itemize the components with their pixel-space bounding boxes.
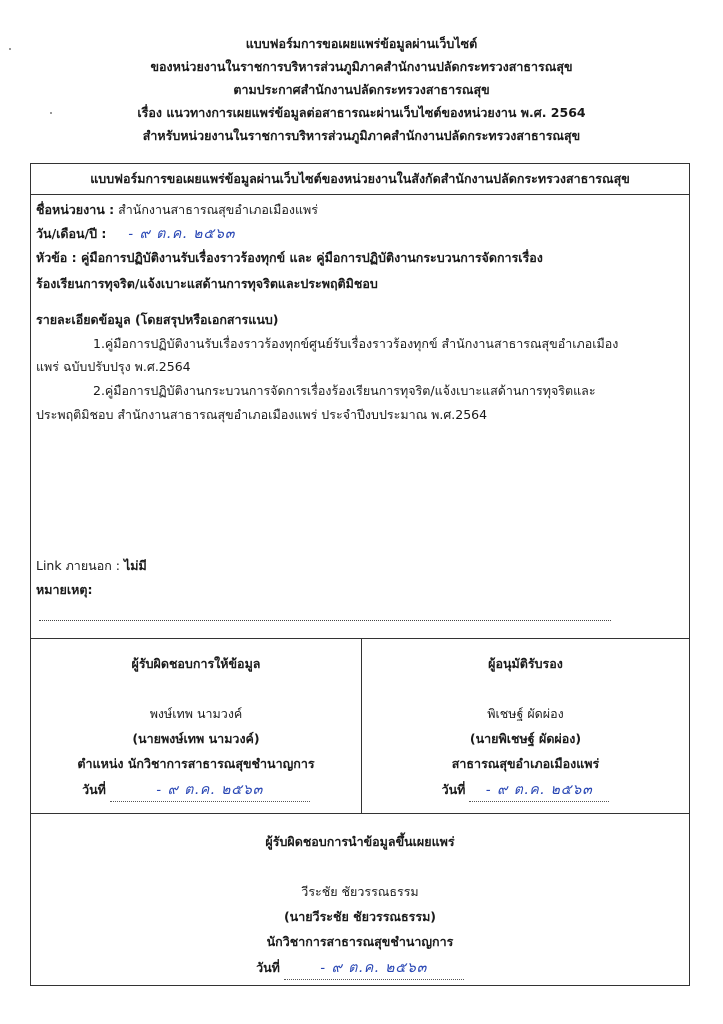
bottom-sig-position: นักวิชาการสาธารณสุขชำนาญการ bbox=[266, 934, 454, 949]
detail-item-2-line-2: ประพฤติมิชอบ สำนักงานสาธารณสุขอำเภอเมืองแพร่ ประจำปีงบประมาณ พ.ศ.2564 bbox=[36, 407, 488, 422]
bottom-sig-date-row bbox=[31, 957, 689, 980]
right-sig-name: (นายพิเชษฐ์ ผัดผ่อง) bbox=[469, 731, 582, 746]
header-line-3: ตามประกาศสำนักงานปลัดกระทรวงสาธารณสุข bbox=[233, 82, 490, 97]
bottom-signature: วีระชัย ชัยวรรณธรรม bbox=[301, 884, 419, 899]
topic-line-2: ร้องเรียนการทุจริต/แจ้งเบาะแสด้านการทุจริตและประพฤติมิชอบ bbox=[36, 276, 378, 291]
link-label: Link ภายนอก : bbox=[36, 558, 120, 573]
left-signature: พงษ์เทพ นามวงค์ bbox=[149, 706, 243, 721]
right-signature: พิเชษฐ์ ผัดผ่อง bbox=[487, 706, 564, 721]
left-sig-date-label: วันที่ bbox=[82, 782, 106, 797]
header-line-4: เรื่อง แนวทางการเผยแพร่ข้อมูลต่อสาธารณะผ่านเว็บไซต์ของหน่วยงาน พ.ศ. 2564 bbox=[137, 105, 586, 120]
bottom-sig-date-label: วันที่ bbox=[256, 960, 280, 975]
detail-label: รายละเอียดข้อมูล (โดยสรุปหรือเอกสารแนบ) bbox=[36, 312, 279, 327]
unit-label: ชื่อหน่วยงาน : bbox=[36, 202, 115, 217]
link-row bbox=[36, 558, 147, 574]
left-sig-title: ผู้รับผิดชอบการให้ข้อมูล bbox=[131, 656, 261, 671]
link-value: ไม่มี bbox=[123, 558, 147, 573]
note-label: หมายเหตุ: bbox=[36, 582, 93, 597]
right-sig-date-label: วันที่ bbox=[441, 782, 466, 797]
left-sig-name: (นายพงษ์เทพ นามวงค์) bbox=[132, 731, 260, 746]
left-sig-date-row bbox=[31, 779, 361, 802]
unit-value: สำนักงานสาธารณสุขอำเภอเมืองแพร่ bbox=[118, 202, 319, 217]
right-sig-date-line bbox=[469, 779, 609, 802]
header-line-2: ของหน่วยงานในราชการบริหารส่วนภูมิภาคสำนักงานปลัดกระทรวงสาธารณสุข bbox=[150, 59, 573, 74]
bottom-sig-title: ผู้รับผิดชอบการนำข้อมูลขึ้นเผยแพร่ bbox=[265, 834, 455, 849]
bottom-sig-date-value: - ๙ ต.ค. ๒๕๖๓ bbox=[320, 960, 428, 976]
form-title: แบบฟอร์มการขอเผยแพร่ข้อมูลผ่านเว็บไซต์ของหน่วยงานในสังกัดสำนักงานปลัดกระทรวงสาธารณสุข bbox=[90, 171, 630, 186]
left-sig-date-line bbox=[110, 779, 310, 802]
right-sig-position: สาธารณสุขอำเภอเมืองแพร่ bbox=[451, 756, 600, 771]
date-value-handwritten: - ๙ ต.ค. ๒๕๖๓ bbox=[128, 226, 236, 242]
header-line-1: แบบฟอร์มการขอเผยแพร่ข้อมูลผ่านเว็บไซต์ bbox=[245, 36, 478, 51]
form-frame bbox=[30, 163, 690, 986]
detail-item-2-line-1: 2.คู่มือการปฏิบัติงานกระบวนการจัดการเรื่องร้องเรียนการทุจริต/แจ้งเบาะแสด้านการทุจริตและ bbox=[93, 383, 596, 398]
date-row bbox=[36, 226, 235, 242]
right-signature-block bbox=[362, 654, 689, 802]
bottom-signature-block bbox=[31, 832, 689, 980]
header-line-5: สำหรับหน่วยงานในราชการบริหารส่วนภูมิภาคสำนักงานปลัดกระทรวงสาธารณสุข bbox=[142, 128, 581, 143]
scan-speck bbox=[50, 112, 52, 114]
document-header bbox=[0, 32, 723, 147]
left-signature-block bbox=[31, 654, 361, 802]
scan-speck bbox=[9, 48, 11, 50]
bottom-divider bbox=[31, 813, 689, 814]
right-sig-title: ผู้อนุมัติรับรอง bbox=[488, 656, 563, 671]
detail-item-1-line-2: แพร่ ฉบับปรับปรุง พ.ศ.2564 bbox=[36, 359, 191, 374]
title-divider bbox=[31, 194, 689, 195]
detail-item-1-line-1: 1.คู่มือการปฏิบัติงานรับเรื่องราวร้องทุกข์ศูนย์รับเรื่องราวร้องทุกข์ สำนักงานสาธารณสุขอำเภอเมือง bbox=[93, 336, 619, 351]
left-sig-position: ตำแหน่ง นักวิชาการสาธารณสุขชำนาญการ bbox=[77, 756, 315, 771]
right-sig-date-row bbox=[362, 779, 689, 802]
topic-label: หัวข้อ : bbox=[36, 250, 77, 265]
topic-line-1: คู่มือการปฏิบัติงานรับเรื่องราวร้องทุกข์ และ คู่มือการปฏิบัติงานกระบวนการจัดการเรื่อง bbox=[81, 250, 543, 265]
topic-row bbox=[36, 250, 543, 266]
note-dotted-line bbox=[39, 620, 611, 621]
signature-divider bbox=[31, 638, 689, 639]
bottom-sig-name: (นายวีระชัย ชัยวรรณธรรม) bbox=[283, 909, 437, 924]
unit-row bbox=[36, 202, 318, 218]
left-sig-date-value: - ๙ ต.ค. ๒๕๖๓ bbox=[156, 782, 264, 798]
right-sig-date-value: - ๙ ต.ค. ๒๕๖๓ bbox=[485, 782, 593, 798]
bottom-sig-date-line bbox=[284, 957, 464, 980]
date-label: วัน/เดือน/ปี : bbox=[36, 226, 107, 241]
